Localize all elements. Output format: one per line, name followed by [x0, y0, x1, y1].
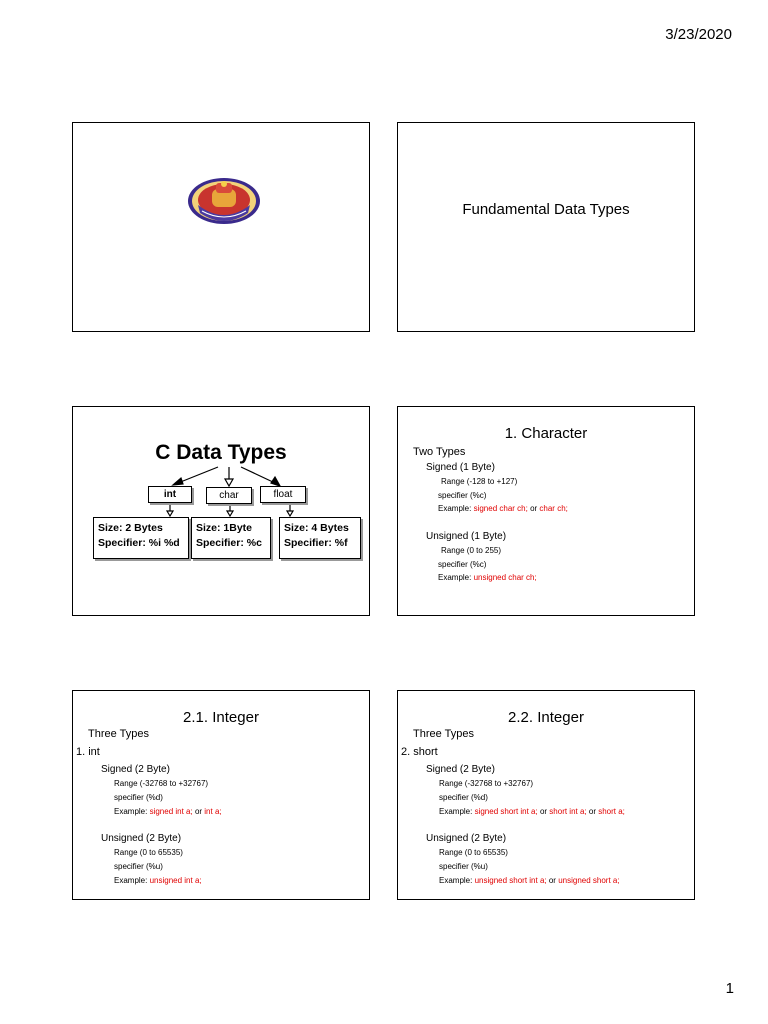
size-box-char [191, 517, 271, 559]
unsigned-example [114, 876, 202, 885]
unsigned-example [438, 573, 537, 582]
size-text: Size: 2 Bytes [98, 522, 163, 534]
code-example: unsigned short int a; [474, 876, 547, 885]
unsigned-heading: Unsigned (2 Byte) [101, 833, 182, 844]
slide-c-data-types [72, 406, 370, 616]
subtype-text: 2. short [401, 746, 438, 758]
slide-title [397, 122, 695, 332]
code-example: short a; [598, 807, 625, 816]
code-example: signed short int a; [474, 807, 538, 816]
unsigned-example [439, 876, 620, 885]
unsigned-specifier: specifier (%c) [438, 560, 487, 569]
slide-heading: 2.1. Integer [183, 709, 259, 726]
unsigned-heading: Unsigned (1 Byte) [426, 531, 507, 542]
signed-specifier: specifier (%c) [438, 491, 487, 500]
code-example: unsigned short a; [558, 876, 620, 885]
unsigned-specifier: specifier (%u) [114, 862, 163, 871]
slide-integer-int [72, 690, 370, 900]
code-example: int a; [204, 807, 222, 816]
code-example: unsigned int a; [149, 876, 202, 885]
code-example: signed char ch; [473, 504, 528, 513]
slide-character [397, 406, 695, 616]
size-text: Size: 1Byte [196, 522, 253, 534]
subtype-text: 1. int [76, 746, 100, 758]
unsigned-range: Range (0 to 65535) [114, 848, 183, 857]
unsigned-heading: Unsigned (2 Byte) [426, 833, 507, 844]
example-label: Example: [114, 807, 150, 816]
code-example: signed int a; [149, 807, 193, 816]
page-number: 1 [725, 980, 734, 997]
example-label: Example: [439, 876, 475, 885]
university-logo [186, 175, 262, 227]
unsigned-range: Range (0 to 255) [441, 546, 502, 555]
specifier-text: Specifier: %c [196, 537, 262, 549]
slide-heading: 1. Character [504, 425, 588, 442]
signed-example [438, 504, 568, 513]
signed-heading: Signed (1 Byte) [426, 462, 495, 473]
signed-example [114, 807, 222, 816]
diagram-title: C Data Types [155, 441, 287, 464]
signed-example [439, 807, 625, 816]
example-label: Example: [114, 876, 150, 885]
or-text: or [192, 807, 205, 816]
signed-heading: Signed (2 Byte) [101, 764, 170, 775]
size-box-int [93, 517, 189, 559]
or-text: or [537, 807, 550, 816]
slide-heading: Fundamental Data Types [462, 201, 630, 218]
print-date: 3/23/2020 [665, 26, 732, 43]
or-text: or [546, 876, 559, 885]
type-box-int: int [148, 486, 192, 503]
slide-integer-short [397, 690, 695, 900]
example-label: Example: [438, 573, 474, 582]
slide-logo [72, 122, 370, 332]
intro-text: Three Types [413, 728, 474, 740]
specifier-text: Specifier: %i %d [98, 537, 180, 549]
or-text: or [586, 807, 599, 816]
unsigned-range: Range (0 to 65535) [439, 848, 508, 857]
signed-range: Range (-128 to +127) [441, 477, 518, 486]
type-box-float: float [260, 486, 306, 503]
example-label: Example: [438, 504, 474, 513]
slide-heading: 2.2. Integer [508, 709, 584, 726]
or-text: or [527, 504, 540, 513]
specifier-text: Specifier: %f [284, 537, 348, 549]
diagram-arrows [73, 407, 369, 615]
size-text: Size: 4 Bytes [284, 522, 349, 534]
example-label: Example: [439, 807, 475, 816]
signed-heading: Signed (2 Byte) [426, 764, 495, 775]
code-example: short int a; [549, 807, 587, 816]
intro-text: Two Types [413, 446, 466, 458]
code-example: char ch; [539, 504, 568, 513]
code-example: unsigned char ch; [473, 573, 537, 582]
type-box-char: char [206, 487, 252, 504]
signed-specifier: specifier (%d) [114, 793, 163, 802]
intro-text: Three Types [88, 728, 149, 740]
unsigned-specifier: specifier (%u) [439, 862, 488, 871]
signed-specifier: specifier (%d) [439, 793, 488, 802]
signed-range: Range (-32768 to +32767) [439, 779, 534, 788]
signed-range: Range (-32768 to +32767) [114, 779, 209, 788]
size-box-float [279, 517, 361, 559]
